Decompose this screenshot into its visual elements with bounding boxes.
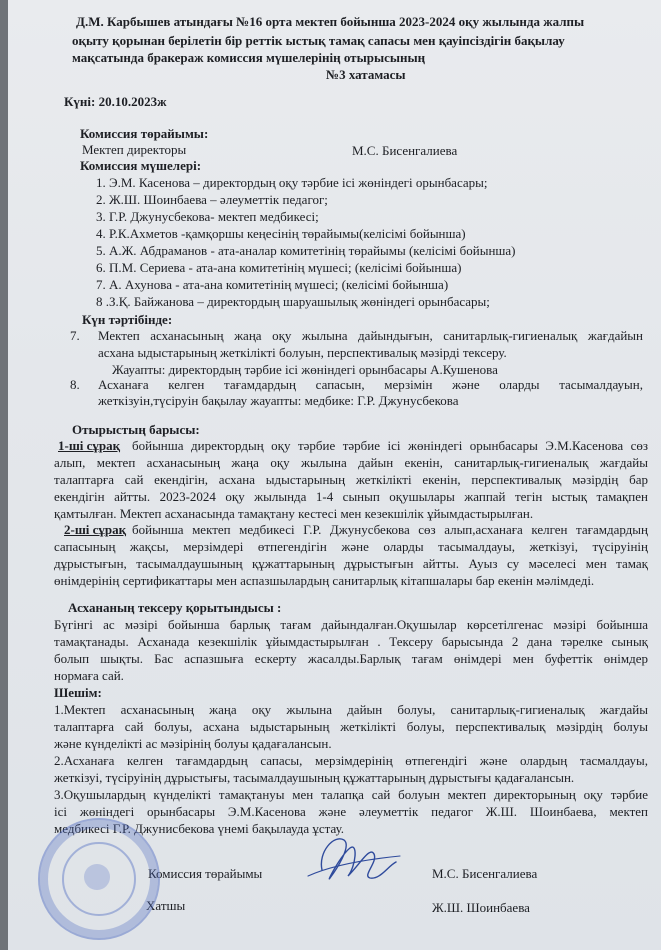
member-item: 7. А. Ахунова - ата-ана комитетінің мүшесі; (келісімі бойынша)	[96, 277, 449, 292]
agenda-number: 8.	[70, 377, 80, 392]
decision-line: жеткізуі, түсіруінің дұрыстығы, тасымалдаушының құжаттарының дұрыстығы қадағалансын.	[54, 770, 575, 785]
signature-secretary-name: Ж.Ш. Шоинбаева	[432, 900, 530, 915]
agenda-line: жеткізуін,түсіруін бақылау жауапты: медбике: Г.Р. Джунусбекова	[98, 393, 459, 408]
agenda-line: Асханаға келген тағамдардың сапасын, мерзімін және оларды тасымалдауын,	[98, 377, 643, 392]
paragraph-line: өнімдерінің сертификаттары мен аспазшылардың санитарлық кітапшалары бар екенін мәлімдеді.	[54, 573, 595, 588]
decision-line: талаптарға сай болуы, асхана ыдыстарының жеткілікті болуы, перспективалық мәзірдің болуы	[54, 719, 648, 734]
paragraph-line: Бүгінгі ас мәзірі бойынша барлық тағам дайындалған.Оқушылар көрсетілгенас мәзірі бойынша	[54, 617, 648, 632]
paragraph-line: бойынша мектеп медбикесі Г.Р. Джунусбекова сөз алып,асханаға келген тағамдардың	[132, 522, 648, 537]
agenda-line: асхана ыдыстарының жеткілікті болуын, перспективалық мәзірді тексеру.	[98, 345, 507, 360]
agenda-number: 7.	[70, 328, 80, 343]
paragraph-line: бойынша директордың оқу тәрбие тәрбие ісі жөніндегі орынбасары Э.М.Касенова сөз	[132, 438, 648, 453]
agenda-heading: Күн тәртібінде:	[82, 312, 173, 327]
official-stamp	[38, 818, 160, 940]
title-line-2: оқыту қорынан берілетін бір реттік ыстық тамақ сапасы мен қауіпсіздігін бақылау	[72, 33, 565, 48]
document-page	[8, 0, 661, 950]
member-item: 6. П.М. Сериева - ата-ана комитетінің мүшесі; (келісімі бойынша)	[96, 260, 462, 275]
question-2-label: 2-ші сұрақ	[64, 522, 127, 537]
meeting-date: Күні: 20.10.2023ж	[64, 94, 167, 109]
question-1-label: 1-ші сұрақ	[58, 438, 121, 453]
decision-line: 2.Асханаға келген тағамдардың сапасы, мерзімдерінің өтпегендігі және олардың тасмалдауы,	[54, 753, 648, 768]
signature-chair-label: Комиссия төрайымы	[148, 866, 263, 881]
paragraph-line: тамақтанады. Асханада кезекшілік ұйымдастырылған . Тексеру барысында 2 дана тәрелке сынық	[54, 634, 648, 649]
signature-chair-name: М.С. Бисенгалиева	[432, 866, 538, 881]
decision-line: және күнделікті ас мәзірінің болуы қадағалансын.	[54, 736, 332, 751]
member-item: 8 .З.Қ. Байжанова – директордың шаруашылық жөніндегі орынбасары;	[96, 294, 490, 309]
paragraph-line: екендігін айтты. 2023-2024 оқу жылында 1-4 сынып оқушылары жаппай тегін ыстық тамақпен	[54, 489, 648, 504]
paragraph-line: сапасының жақсы, мерзімдері өтпегендігін және оларды тасымалдауы, жеткізуі, түсіруінің	[54, 539, 648, 554]
chair-name: М.С. Бисенгалиева	[352, 143, 458, 158]
decision-line: 1.Мектеп асханасының жаңа оқу жылына дайын болуы, санитарлық-гигиеналық жағдайы	[54, 702, 648, 717]
decision-line: медбикесі Г.Р. Джунисбекова үнемі бақылауда ұстау.	[54, 821, 345, 836]
chair-position: Мектеп директоры	[82, 142, 187, 157]
chair-heading: Комиссия төрайымы:	[80, 126, 209, 141]
agenda-line: Жауапты: директордың тәрбие ісі жөніндегі орынбасары А.Кушенова	[112, 362, 498, 377]
agenda-line: Мектеп асханасының жаңа оқу жылына дайындығын, санитарлық-гигиеналық жағдайын	[98, 328, 643, 343]
paragraph-line: қамтылған. Мектеп асханасында тамақтану кестесі мен кезекшілік ұйымдастырылған.	[54, 506, 534, 521]
member-item: 5. А.Ж. Абдраманов - ата-аналар комитетінің төрайымы (келісімі бойынша)	[96, 243, 516, 258]
member-item: 3. Г.Р. Джунусбекова- мектеп медбикесі;	[96, 209, 319, 224]
title-line-3: мақсатында бракераж комиссия мүшелерінің отырысының	[72, 50, 426, 65]
paragraph-line: болып шықты. Бас аспазшыға ескерту жасалды.Барлық тағам өнімдері мен буфеттік өнімдер	[54, 651, 648, 666]
member-item: 2. Ж.Ш. Шоинбаева – әлеуметтік педагог;	[96, 192, 328, 207]
inspection-heading: Асхананың тексеру қорытындысы :	[68, 600, 282, 615]
title-line-1: Д.М. Карбышев атындағы №16 орта мектеп бойынша 2023-2024 оқу жылында жалпы	[76, 14, 585, 29]
paragraph-line: алып, мектеп асханасының жаңа оқу жылына дайын екенін, санитарлық-гигиеналық жағдайы	[54, 455, 648, 470]
signature-secretary-label: Хатшы	[146, 898, 186, 913]
paragraph-line: талаптарға сай екендігін, асхана ыдыстарының жеткілікті екенін, перспективалық мәзірдің бар	[54, 472, 648, 487]
handwritten-signature	[300, 826, 408, 890]
paragraph-line: нормаға сай.	[54, 668, 124, 683]
decision-heading: Шешім:	[54, 685, 102, 700]
members-heading: Комиссия мүшелері:	[80, 158, 202, 173]
protocol-number: №3 хатамасы	[326, 67, 406, 82]
decision-line: 3.Оқушылардың күнделікті тамақтануы мен талапқа сай болуын мектеп директорының оқу тәрбие	[54, 787, 648, 802]
member-item: 1. Э.М. Касенова – директордың оқу тәрбие ісі жөніндегі орынбасары;	[96, 175, 488, 190]
proceedings-heading: Отырыстың барысы:	[72, 422, 200, 437]
member-item: 4. Р.К.Ахметов -қамқоршы кеңесінің төрайымы(келісімі бойынша)	[96, 226, 466, 241]
paragraph-line: дұрыстығын, тасымалдаушының құжаттарының дұрыстығын айтты. Ауыз су мәселесі мен тамақ	[54, 556, 648, 571]
decision-line: ісі жөніндегі орынбасары Э.М.Касенова және әлеуметтік педагог Ж.Ш. Шоинбаева, мектеп	[54, 804, 648, 819]
